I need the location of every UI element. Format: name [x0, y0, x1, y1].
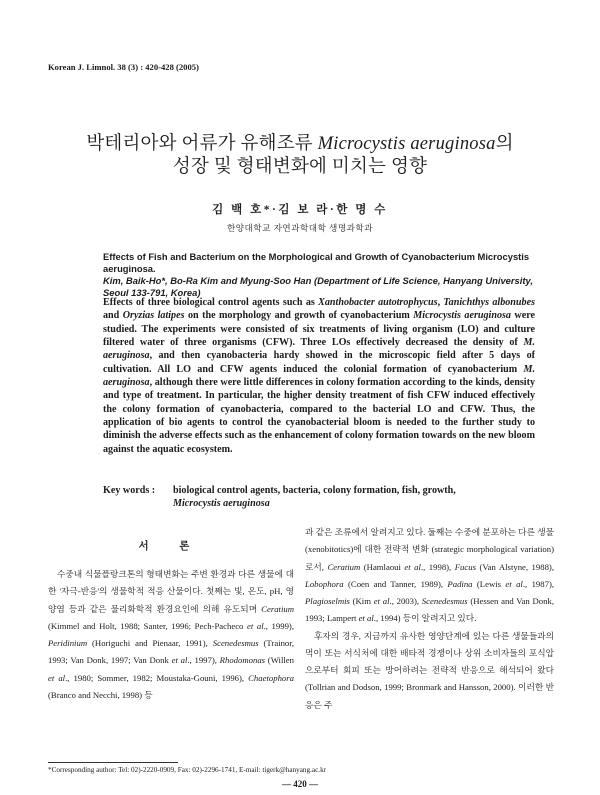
paragraph — [305, 524, 554, 628]
body-text: ., 1987), — [522, 578, 555, 589]
abstract-text: on the morphology and growth of cyanobacterium — [184, 310, 414, 322]
species-name: Scenedesmus — [421, 596, 468, 606]
et-al: et al — [247, 620, 264, 631]
species-name: Plagioselmis — [305, 596, 350, 606]
abstract-species: Oryzias latipes — [122, 310, 185, 322]
body-text: 과 같은 조류에서 알려지고 있다. 둘째는 수중에 분포하는 다른 생물(xenobitotics)에 대한 전략적 변화 (strategic morphological variation)로서, — [305, 527, 554, 572]
authors-korean: 김 백 호*·김 보 라·한 명 수 — [212, 204, 388, 216]
affiliation-korean: 한양대학교 자연과학대학 생명과학과 — [226, 223, 374, 233]
body-text: (Trainor, 1993; Van Donk, 1997; Van Donk — [48, 638, 294, 666]
english-header — [103, 251, 535, 299]
abstract-text: , — [437, 297, 444, 308]
abstract-text: and — [103, 310, 123, 322]
body-text: ., 2003), — [389, 596, 422, 606]
body-text: (Horiguchi and Pienaar, 1991), — [87, 638, 213, 648]
et-al: et al — [171, 655, 188, 666]
paragraph: 후자의 경우, 지금까지 유사한 영양단계에 있는 다른 생물들과의 먹이 또는 서식처에 대한 배타적 경쟁이나 상위 소비자들의 포식압으로부터 회피 또는 방어하려는 전략적 반응으로 해석되어 왔다 (Tollrian and Dodson, 1999; Bronmark and Hansson, 2000). 이러한 반응은 주 — [305, 630, 554, 710]
paper-title — [40, 133, 560, 179]
species-name: Padina — [447, 578, 473, 589]
abstract-text: Effects of three biological control agents such as — [103, 297, 319, 308]
body-text: (Kimmel and Holt, 1988; Santer, 1996; Pech-Pacheco — [48, 620, 247, 631]
right-column — [305, 524, 554, 714]
et-al: et al — [505, 578, 523, 589]
body-text: (Coen and Tanner, 1989), — [343, 578, 448, 589]
abstract-species: M. aeruginosa — [103, 363, 535, 389]
abstract-species: Tanichthys albonubes — [443, 297, 535, 308]
title-line2: 성장 및 형태변화에 미치는 영향 — [172, 157, 428, 177]
abstract-text: , and then cyanobacteria hardy showed in the microscopic field after 5 days of cultivation. All LO and CFW agents induced the colonial formation of cyanobacterium — [103, 350, 535, 375]
footnote: *Corresponding author: Tel: 02)-2220-0909, Fax: 02)-2296-1741, E-mail: tigerk@hanyang.ac.kr — [48, 766, 327, 774]
species-name: Fucus — [454, 561, 476, 572]
species-name: Ceratium — [261, 603, 294, 614]
title-line1-suffix: 의 — [495, 134, 514, 154]
et-al: et al — [48, 672, 66, 683]
body-text: ., 1999), — [263, 620, 295, 631]
body-text: 수중내 식물플랑크톤의 형태변화는 주변 환경과 다른 생물에 대한 '자극-반응'의 생물학적 적응 산물이다. 첫째는 빛, 온도, pH, 영양염 등과 같은 물리화학적 환경요인에 의해 유도되며 — [48, 569, 294, 614]
abstract — [103, 296, 535, 456]
species-name: Rhodomonas — [219, 655, 266, 666]
page-number: — 420 — — [282, 779, 318, 789]
abstract-text: were studied. The experiments were consisted of six treatments of living organism (LO) and culture filtered water of three organisms (CFW). Three LOs effectively decreased the density of — [103, 310, 535, 349]
keywords — [103, 484, 535, 511]
body-text: (Van Alstyne, 1988), — [475, 561, 555, 572]
abstract-species: Microcystis aeruginosa — [413, 310, 511, 322]
keywords-label: Key words : — [103, 485, 156, 496]
body-text: ., 1980; Sommer, 1982; Moustaka-Gouni, 1996), — [65, 672, 249, 683]
abstract-species: M. aeruginosa — [103, 337, 535, 362]
body-text: (Willen — [265, 655, 294, 666]
body-text: (Hamlaoui — [360, 561, 405, 572]
body-text: (Hessen and Van Donk, 1993; Lampert — [305, 596, 554, 624]
abstract-text: , although there were little differences in colony formation according to the kinds, density and type of treatment. In particular, the higher density treatment of fish CFW induced effectively the colony formation of cyanobacteria, compared to the bacterial LO and CFW. Thus, the application of bio agents to control the cyanobacterial bloom is needed to the further study to diminish the adverse effects such as the enhancement of colony formation towards on the new bloom against the aquatic ecosystem. — [103, 377, 535, 455]
body-text: ., 1997), — [187, 655, 220, 666]
species-name: Scenedesmus — [212, 638, 259, 648]
journal-citation: Korean J. Limnol. 38 (3) : 420-428 (2005) — [48, 62, 199, 72]
paragraph — [48, 566, 294, 704]
body-text: (Kim — [349, 596, 374, 606]
body-text: ., 1994) 등이 알려지고 있다. — [373, 613, 477, 624]
species-name: Chaetophora — [248, 672, 294, 683]
keywords-line1: biological control agents, bacteria, colony formation, fish, growth, — [173, 485, 456, 496]
section-heading-introduction: 서 론 — [138, 541, 204, 552]
et-al: et al — [404, 561, 421, 572]
et-al: et al — [358, 613, 374, 624]
english-title: Effects of Fish and Bacterium on the Morphological and Growth of Cyanobacterium Microcystis aeruginosa. — [103, 251, 530, 275]
title-species-name: Microcystis aeruginosa — [317, 134, 496, 154]
footnote-rule — [48, 762, 178, 763]
species-name: Lobophora — [305, 578, 344, 589]
left-column — [48, 566, 294, 704]
et-al: et al — [373, 596, 390, 606]
keywords-line2: Microcystis aeruginosa — [173, 498, 270, 510]
body-text: (Lewis — [472, 578, 506, 589]
species-name: Peridinium — [48, 638, 88, 648]
title-line1-korean: 박테리아와 어류가 유해조류 — [86, 134, 318, 154]
species-name: Ceratium — [327, 561, 361, 572]
body-text: ., 1998), — [420, 561, 455, 572]
body-text: (Branco and Necchi, 1998) 등 — [48, 689, 153, 700]
abstract-species: Xanthobacter autotrophycus — [318, 297, 438, 308]
english-authors: Kim, Baik-Ho*, Bo-Ra Kim and Myung-Soo Han (Department of Life Science, Hanyang University, Seoul 133-791, Korea) — [103, 275, 533, 299]
